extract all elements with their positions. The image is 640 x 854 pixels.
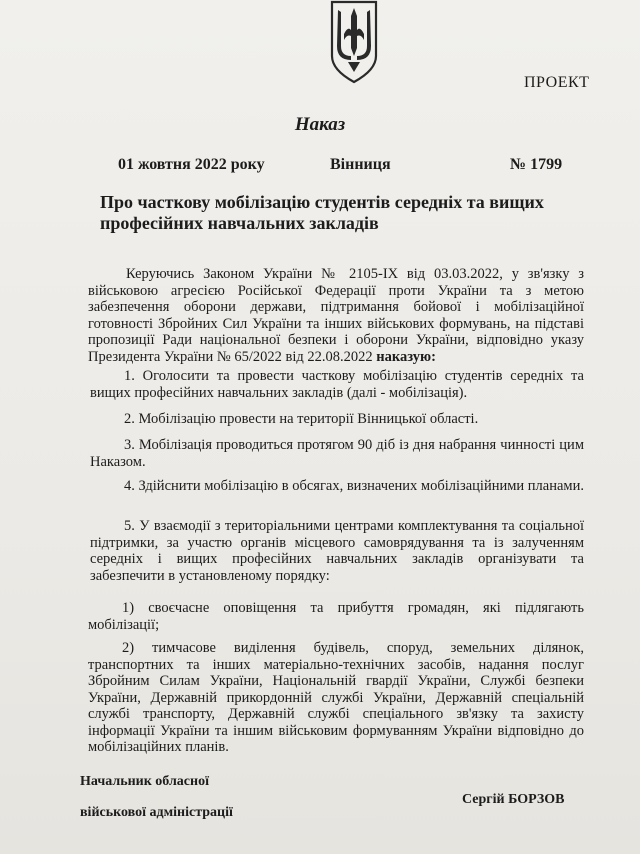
- order-word: наказую:: [376, 348, 436, 365]
- list-item: 2. Мобілізацію провести на території Вінницької області.: [124, 411, 479, 427]
- order-subject: Про часткову мобілізацію студентів середніх та вищих професійних навчальних закладів: [100, 192, 544, 233]
- signatory-position-line1: Начальник обласної: [80, 774, 209, 789]
- order-date: 01 жовтня 2022 року: [118, 156, 265, 173]
- preamble-paragraph: [88, 266, 584, 365]
- draft-label: ПРОЕКТ: [524, 74, 590, 91]
- trident-coat-of-arms-icon: [328, 0, 380, 84]
- list-item: 4. Здійснити мобілізацію в обсягах, визначених мобілізаційними планами.: [124, 478, 584, 494]
- order-number: № 1799: [510, 156, 563, 173]
- sub-list-item: 2) тимчасове виділення будівель, споруд, земельних ділянок, транспортних та інших матеріально-технічних засобів, надання послуг Збройним Силам України, Національній гвардії України, Службі безпеки України, Державній прикордонній службі України, Державній спеціальній службі транспорту, Державній службі спеціального зв'язку та захисту інформації України та іншим військовим формуванням України відповідно до мобілізаційних планів.: [88, 640, 584, 755]
- preamble-text: Керуючись Законом України № 2105-IX від 03.03.2022, у зв'язку з військовою агресією Російської Федерації проти України та з метою забезпечення оборони держави, підтримання бойової і мобілізаційної готовності Збройних Сил України та інших військових формувань, на підставі пропозиції Ради національної безпеки і оборони України, відповідно указу Президента України № 65/2022 від 22.08.2022: [88, 266, 584, 365]
- order-city: Вінниця: [330, 156, 391, 173]
- signatory-name: Сергій БОРЗОВ: [462, 792, 565, 807]
- sub-list-item: 1) своєчасне оповіщення та прибуття громадян, які підлягають мобілізації;: [88, 600, 584, 633]
- signatory-position-line2: військової адміністрації: [80, 805, 233, 820]
- document-type-title: Наказ: [294, 114, 346, 135]
- list-item: 5. У взаємодії з територіальними центрами комплектування та соціальної підтримки, за участю органів місцевого самоврядування та із залученням середніх і вищих професійних навчальних закладів організувати та забезпечити в установленому порядку:: [90, 518, 584, 584]
- list-item: 3. Мобілізація проводиться протягом 90 діб із дня набрання чинності цим Наказом.: [90, 437, 584, 470]
- list-item: 1. Оголосити та провести часткову мобілізацію студентів середніх та вищих професійних навчальних закладів (далі - мобілізація).: [90, 368, 584, 401]
